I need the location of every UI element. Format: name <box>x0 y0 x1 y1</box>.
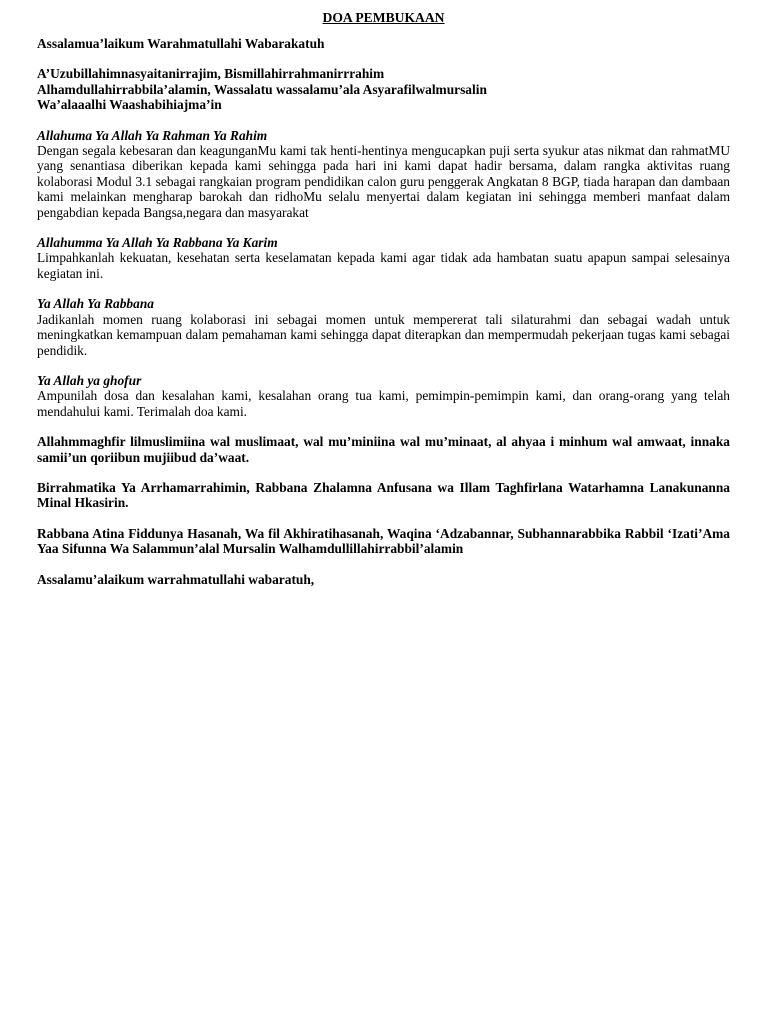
section-heading: Ya Allah ya ghofur <box>37 372 142 388</box>
opening-line: A’Uzubillahimnasyaitanirrajim, Bismillahirrahmanirrrahim <box>37 66 385 82</box>
section-body: Ampunilah dosa dan kesalahan kami, kesalahan orang tua kami, pemimpin-pemimpin kami, dan orang-orang yang telah mendahului kami. Terimalah doa kami. <box>37 388 730 419</box>
document-title: DOA PEMBUKAAN <box>322 10 445 25</box>
opening-block <box>37 66 730 112</box>
section-heading: Allahuma Ya Allah Ya Rahman Ya Rahim <box>37 127 268 143</box>
opening-line: Wa’alaaalhi Waashabihiajma’in <box>37 97 222 113</box>
section-body: Jadikanlah momen ruang kolaborasi ini sebagai momen untuk mempererat tali silaturahmi dan sebagai wadah untuk meningkatkan kemampuan dalam pemahaman kami sehingga dapat diterapkan dan mempermudah pekerjaan tugas kami sebagai pendidik. <box>37 311 730 358</box>
section-body: Dengan segala kebesaran dan keagunganMu kami tak henti-hentinya mengucapkan puji serta syukur atas nikmat dan rahmatMU yang senantiasa diberikan kepada kami sehingga pada hari ini kami dapat hadir bersama, dalam rangka aktivitas ruang kolaborasi Modul 3.1 sebagai rangkaian program pendidikan calon guru penggerak Angkatan 8 BGP, tiada harapan dan dambaan kami melainkan mengharap barokah dan ridhoMu selalu menyertai dalam kegiatan ini sehingga memberi manfaat dalam pengabdian kepada Bangsa,negara dan masyarakat <box>37 143 730 220</box>
opening-line: Alhamdullahirrabbila’alamin, Wassalatu wassalamu’ala Asyarafilwalmursalin <box>37 81 487 97</box>
prayer-section <box>37 235 730 281</box>
closing-prayer: Rabbana Atina Fiddunya Hasanah, Wa fil Akhiratihasanah, Waqina ‘Adzabannar, Subhannarabbika Rabbil ‘Izati’Ama Yaa Sifunna Wa Salammun’alal Mursalin Walhamdullillahirrabbil’alamin <box>37 525 730 557</box>
section-heading: Allahumma Ya Allah Ya Rabbana Ya Karim <box>37 235 278 251</box>
closing-prayer: Allahmmaghfir lilmuslimiina wal muslimaat, wal mu’miniina wal mu’minaat, al ahyaa i minhum wal amwaat, innaka samii’un qoriibun mujiibud da’waat. <box>37 434 730 465</box>
section-body: Limpahkanlah kekuatan, kesehatan serta keselamatan kepada kami agar tidak ada hambatan suatu apapun sampai selesainya kegiatan ini. <box>37 250 730 281</box>
section-heading: Ya Allah Ya Rabbana <box>37 296 154 312</box>
farewell: Assalamu’alaikum warrahmatullahi wabaratuh, <box>37 571 315 587</box>
prayer-section <box>37 373 730 419</box>
document-page <box>37 10 730 587</box>
greeting: Assalamua’laikum Warahmatullahi Wabarakatuh <box>37 36 325 51</box>
prayer-section <box>37 296 730 358</box>
closing-prayer: Birrahmatika Ya Arrhamarrahimin, Rabbana Zhalamna Anfusana wa Illam Taghfirlana Watarhamna Lanakunanna Minal Hkasirin. <box>37 479 730 511</box>
prayer-section <box>37 128 730 220</box>
